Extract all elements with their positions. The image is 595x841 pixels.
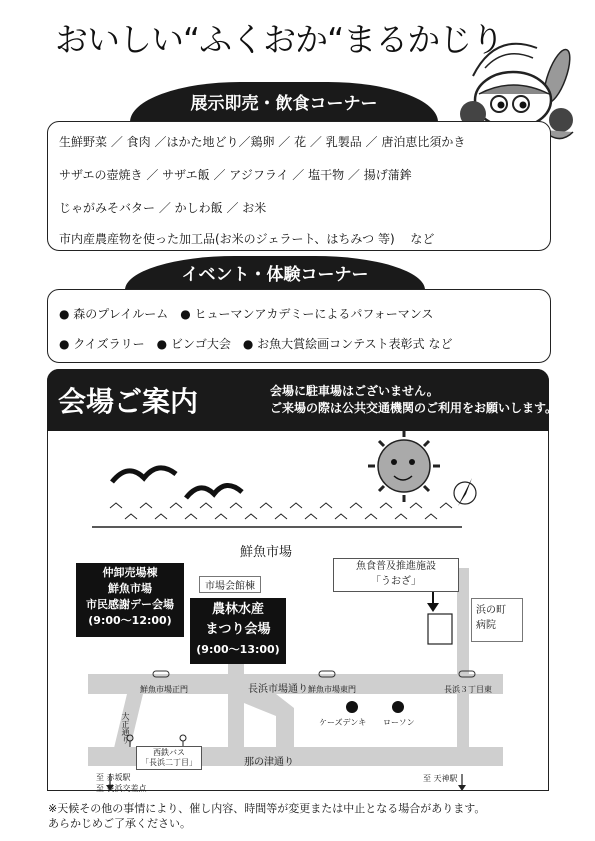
- sea-waves: [110, 503, 452, 519]
- wave-mark: [410, 503, 422, 508]
- wholesale-line: 市民感謝デー会場: [86, 598, 174, 611]
- wave-mark: [185, 514, 197, 519]
- hospital-line: 浜の町: [476, 605, 506, 616]
- road-branch: [244, 694, 294, 748]
- events-corner-header: イベント・体験コーナー: [125, 256, 425, 290]
- main-venue-line: 農林水産: [211, 602, 264, 617]
- wave-mark: [320, 503, 332, 508]
- wave-mark: [140, 503, 152, 508]
- fish-facility-line: 魚食普及推進施設: [356, 561, 436, 572]
- wave-mark: [260, 503, 272, 508]
- wave-mark: [275, 514, 287, 519]
- wave-mark: [155, 514, 167, 519]
- events-line: ● クイズラリー ● ビンゴ大会 ● お魚大賞絵画コンテスト表彰式 など: [59, 337, 453, 351]
- wave-mark: [290, 503, 302, 508]
- market-hall-label: 市場会館棟: [199, 576, 261, 593]
- wholesale-building-block: [76, 563, 184, 637]
- wave-mark: [350, 503, 362, 508]
- fish-facility-line: 「うおざ」: [371, 576, 421, 587]
- shop-label: ローソン: [383, 718, 415, 727]
- nishitetsu-line: 西鉄バス: [153, 748, 185, 757]
- street-label: 那の津通り: [244, 757, 294, 768]
- north-compass-icon: [454, 478, 476, 506]
- direction-label: 至 赤坂駅: [96, 773, 131, 782]
- fish-facility-box: [333, 558, 459, 592]
- wholesale-line: 仲卸売場棟: [102, 566, 158, 579]
- shop-label: ケーズデンキ: [319, 718, 367, 727]
- fish-market-label: 鮮魚市場: [240, 545, 293, 560]
- nishitetsu-line: 「長浜二丁目」: [141, 758, 197, 767]
- wave-mark: [110, 503, 122, 508]
- main-venue-block: [190, 598, 286, 664]
- sales-line: 生鮮野菜 ／ 食肉 ／はかた地どり／鶏卵 ／ 花 ／ 乳製品 ／ 唐泊恵比須かき: [59, 135, 466, 149]
- wave-mark: [380, 503, 392, 508]
- sales-line: 市内産農産物を使った加工品(お米のジェラート、はちみつ 等) など: [59, 232, 435, 246]
- wholesale-line: 鮮魚市場: [108, 582, 152, 595]
- street-label: 大正通り: [121, 712, 130, 744]
- arrow-down-icon: [427, 603, 439, 612]
- footer-note: ※天候その他の事情により、催し内容、時間等が変更または中止となる場合があります。: [48, 802, 486, 815]
- nishitetsu-bus-stop: [136, 746, 202, 770]
- venue-note: ご来場の際は公共交通機関のご利用をお願いします。: [270, 401, 558, 415]
- page-title: おいしい“ふくおか“まるかじり: [55, 20, 504, 59]
- bus-pole-icon: [180, 735, 186, 741]
- sales-corner-header: 展示即売・飲食コーナー: [130, 82, 438, 122]
- arrow-down-icon: [458, 785, 466, 791]
- bus-stop-label: 鮮魚市場東門: [308, 685, 356, 694]
- direction-label: 至 長浜交差点: [96, 784, 147, 793]
- wave-mark: [215, 514, 227, 519]
- wave-mark: [395, 514, 407, 519]
- venue-note: 会場に駐車場はございません。: [270, 384, 439, 398]
- bus-stop-label: 長浜３丁目東: [444, 685, 492, 694]
- hospital-line: 病院: [476, 620, 496, 631]
- shop-marker-icon: [346, 701, 358, 713]
- wave-mark: [440, 503, 452, 508]
- road-east: [457, 568, 469, 766]
- seagull-icon: [186, 485, 242, 498]
- shop-marker-icon: [392, 701, 404, 713]
- wave-mark: [200, 503, 212, 508]
- sun-icon: [368, 430, 440, 502]
- footer-note: あらかじめご了承ください。: [48, 817, 191, 830]
- street-label: 長浜市場通り: [248, 684, 308, 695]
- sales-line: じゃがみそバター ／ かしわ飯 ／ お米: [59, 201, 267, 215]
- seagull-icon: [112, 468, 176, 482]
- bus-stop-label: 鮮魚市場正門: [140, 685, 188, 694]
- wholesale-line: (9:00～12:00): [88, 614, 172, 627]
- wave-mark: [365, 514, 377, 519]
- sales-line: サザエの壺焼き ／ サザエ飯 ／ アジフライ ／ 塩干物 ／ 揚げ蒲鉾: [59, 168, 412, 182]
- main-venue-time: (9:00～13:00): [196, 643, 280, 656]
- events-line: ● 森のプレイルーム ● ヒューマンアカデミーによるパフォーマンス: [59, 307, 434, 321]
- uoza-building: [428, 614, 452, 644]
- hospital-box: [471, 598, 523, 642]
- wave-mark: [170, 503, 182, 508]
- wave-mark: [245, 514, 257, 519]
- wave-mark: [305, 514, 317, 519]
- main-venue-line: まつり会場: [205, 622, 271, 637]
- direction-label: 至 天神駅: [423, 774, 458, 783]
- wave-mark: [425, 514, 437, 519]
- venue-title: 会場ご案内: [58, 385, 199, 418]
- wave-mark: [335, 514, 347, 519]
- wave-mark: [230, 503, 242, 508]
- road-connector: [228, 655, 244, 765]
- wave-mark: [125, 514, 137, 519]
